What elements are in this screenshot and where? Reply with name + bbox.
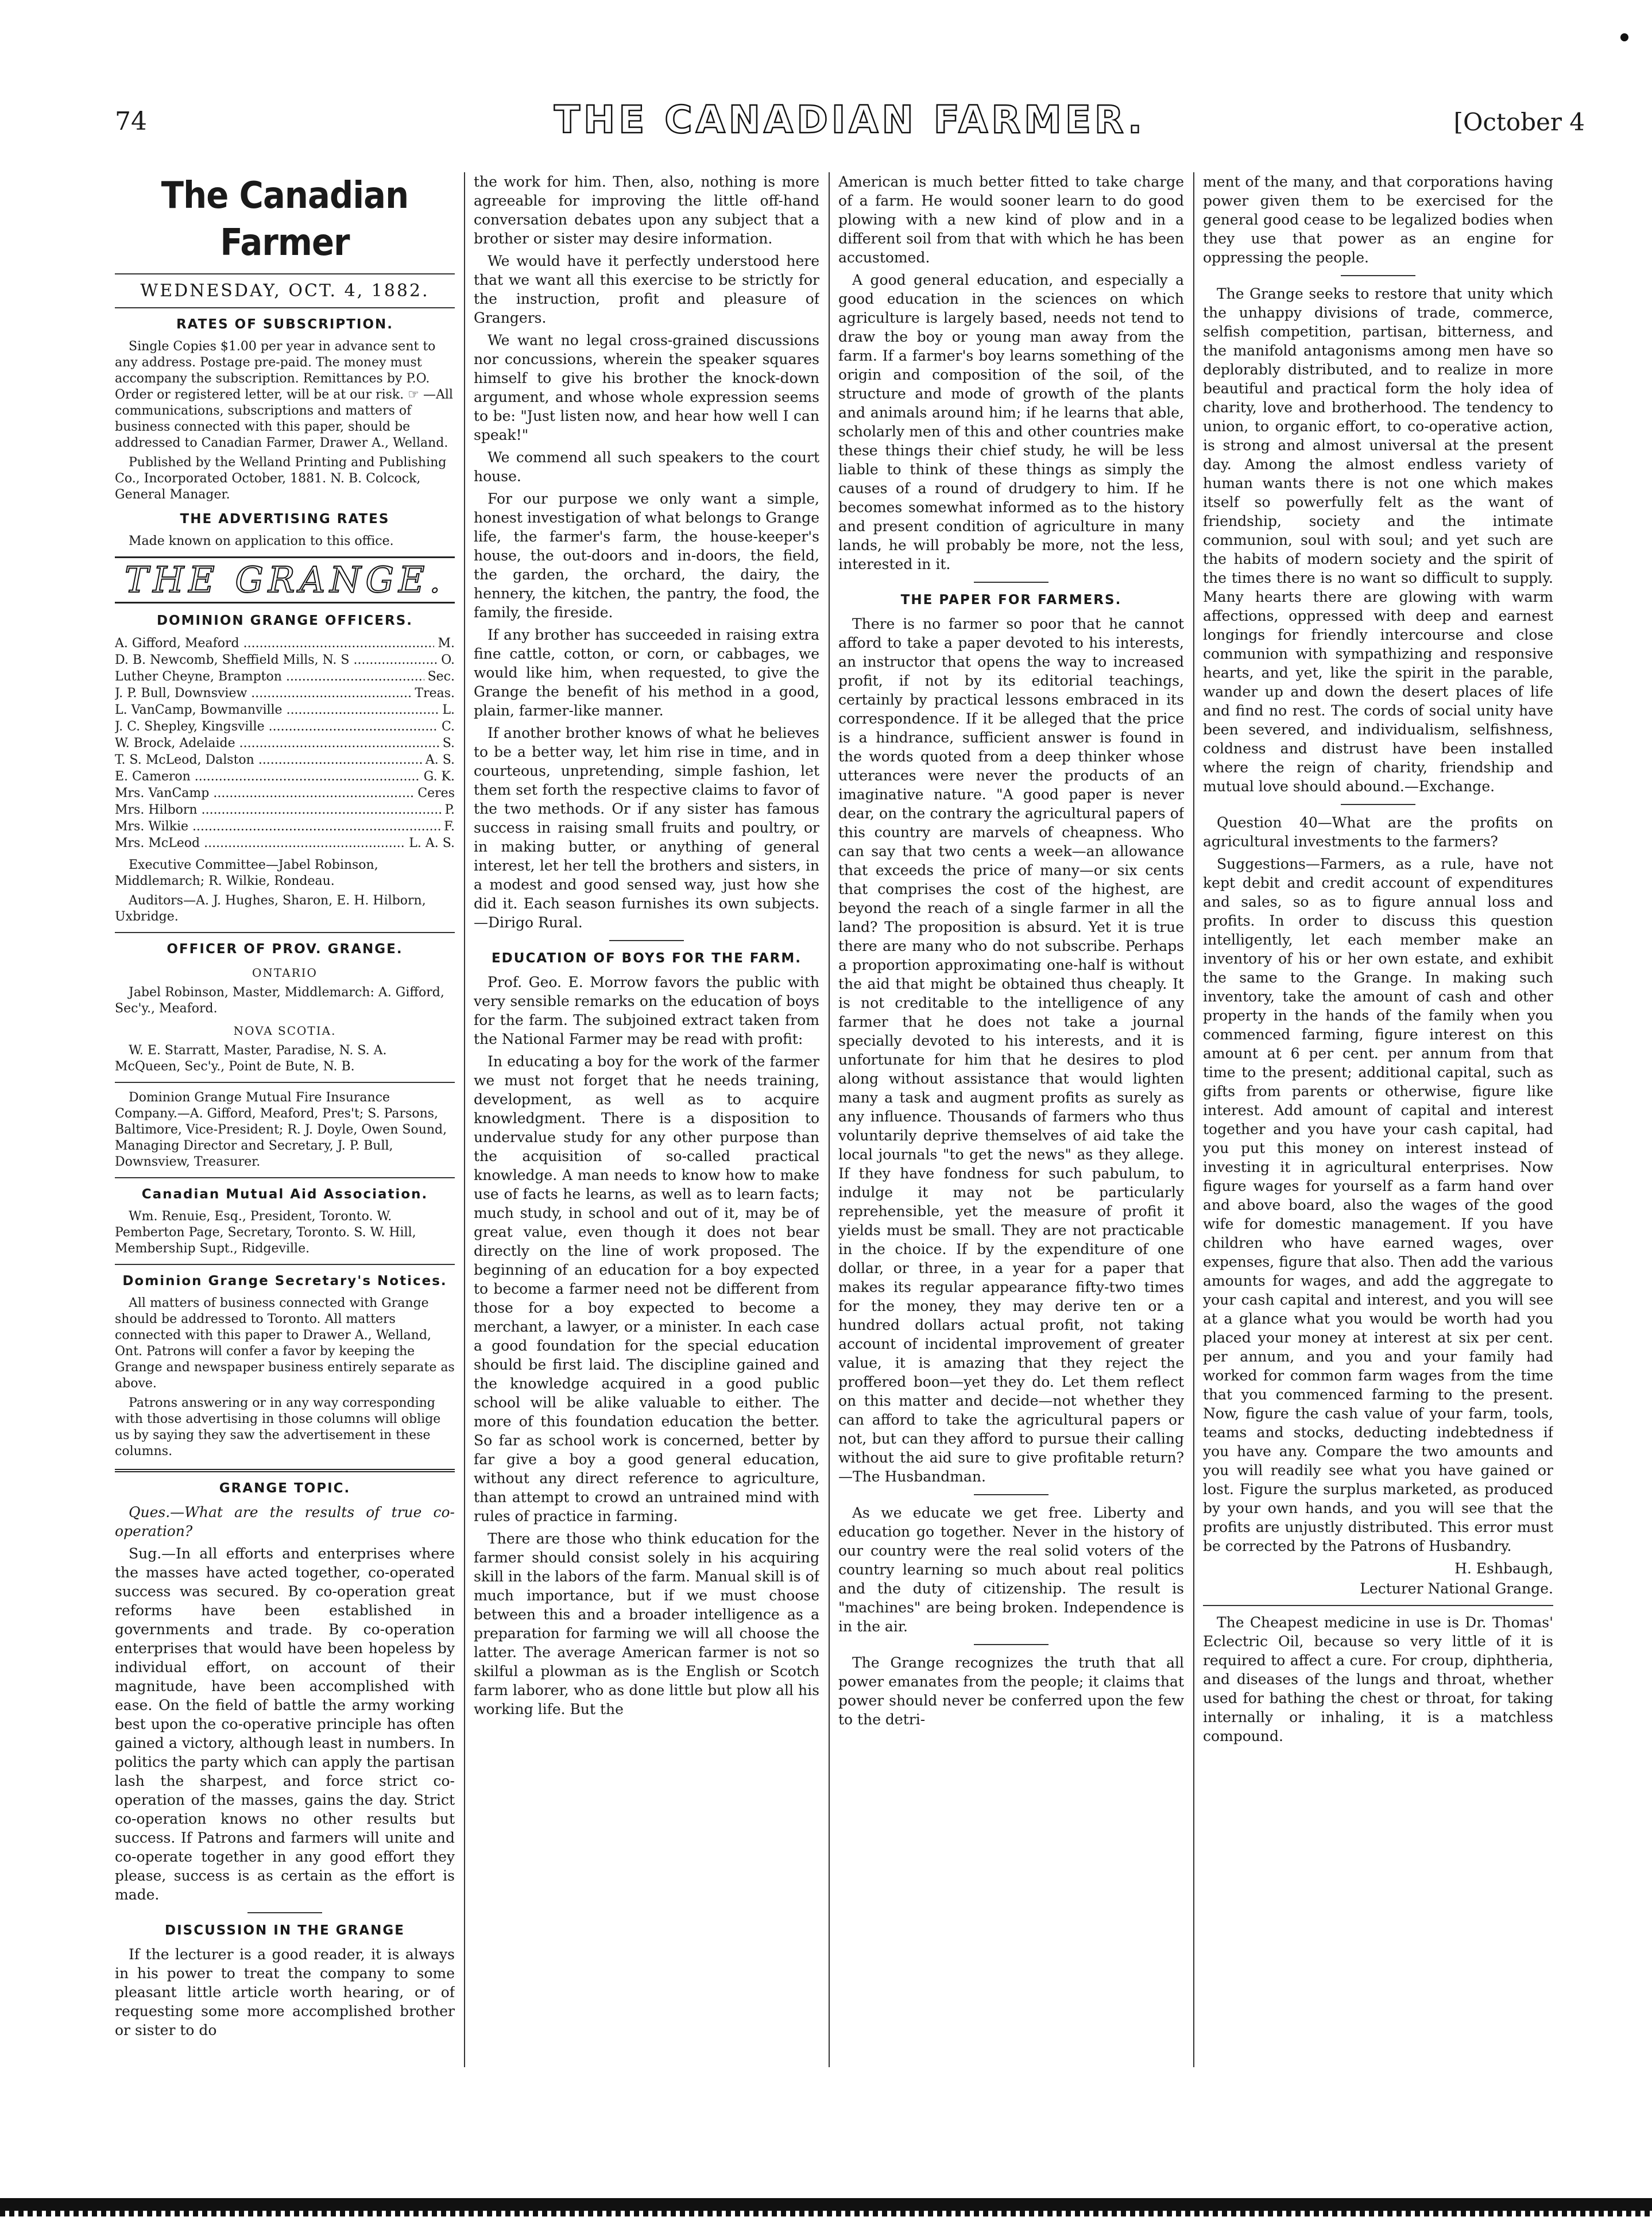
- publisher-text: Published by the Welland Printing and Publishing Co., Incorporated October, 1881. N. B. Colcock, General Manager.: [115, 455, 447, 502]
- officer-title: P.: [444, 803, 455, 817]
- officer-title: F.: [444, 819, 455, 834]
- officer-name: L. VanCamp, Bowmanville .....: [115, 702, 439, 718]
- page-number: 74: [115, 107, 147, 136]
- divider: [115, 1264, 455, 1265]
- column-2: [474, 172, 819, 2067]
- officer-title: O.: [441, 653, 455, 667]
- grange-banner: THE GRANGE.: [115, 556, 455, 604]
- divider: [974, 1644, 1049, 1645]
- column-rule: [464, 172, 465, 2067]
- secretary-notice-1: All matters of business connected with Grange should be addressed to Toronto. All matters connected with this paper to Drawer A., Welland, Ont. Patrons will confer a favor by keeping the Grange and newspaper business entirely separate as above.: [115, 1296, 455, 1391]
- officer-row: [115, 802, 455, 818]
- officer-row: [115, 635, 455, 652]
- article-paragraph: There are those who think education for the farmer should consist solely in his acquiring skill in the labors of the farm. Manual skill is of much importance, but if we must choose between this and a broader intelligence as a preparation for farming we will all choose the latter. The average American farmer is not so skilful a plowman as is the English or Scotch farm laborer, who as done little but plow all his working life. But the: [474, 1530, 819, 1717]
- executive-text: Executive Committee—Jabel Robinson, Middlemarch; R. Wilkie, Rondeau.: [115, 858, 378, 888]
- officer-title: M.: [438, 636, 455, 651]
- topic-answer: Sug.—In all efforts and enterprises where the masses have acted together, co-operated success was secured. By co-operation great reforms have been established in governments and trade. By co-operation enterprises that would have been hopeless by individual effort, on account of their magnitude, have been accomplished with ease. On the field of battle the army working best upon the co-operative principle has often gained a victory, although least in numbers. In politics the party which can apply the partisan lash the sharpest, and force strict co-operation of the masses, gains the day. Strict co-operation knows no other results but success. If Patrons and farmers will unite and co-operate together in any good effort they please, success is as certain as the effort is made.: [115, 1545, 455, 1903]
- mutual-aid-text: Wm. Renuie, Esq., President, Toronto. W. Pemberton Page, Secretary, Toronto. S. W. Hill, Membership Supt., Ridgeville.: [115, 1209, 416, 1256]
- article-paragraph: Prof. Geo. E. Morrow favors the public with very sensible remarks on the education of boys for the farm. The subjoined extract taken from the National Farmer may be read with profit:: [474, 974, 819, 1047]
- auditors-text: Auditors—A. J. Hughes, Sharon, E. H. Hilborn, Uxbridge.: [115, 893, 426, 924]
- masthead: THE CANADIAN FARMER.: [554, 98, 1146, 142]
- divider: [115, 1082, 455, 1083]
- officer-name: Mrs. Hilborn .....: [115, 802, 442, 818]
- officer-row: [115, 685, 455, 702]
- officer-title: S.: [442, 736, 455, 751]
- provincial-officers-heading: OFFICER OF PROV. GRANGE.: [167, 942, 403, 957]
- article-paragraph: We commend all such speakers to the court house.: [474, 449, 819, 485]
- discussion-heading: DISCUSSION IN THE GRANGE: [165, 1923, 405, 1938]
- page-header: [115, 98, 1585, 150]
- officer-row: [115, 668, 455, 685]
- question-40: Question 40—What are the profits on agricultural investments to the farmers?: [1203, 814, 1553, 850]
- divider: [115, 1177, 455, 1178]
- officer-row: [115, 752, 455, 768]
- column-1: [115, 172, 455, 2067]
- officer-name: E. Cameron .....: [115, 768, 420, 785]
- article-paragraph: A good general education, and especially a good education in the sciences on which agriculture is largely based, needs not tend to draw the boy or young man away from the farm. If a farmer's boy learns something of the origin and composition of the soil, of the structure and mode of growth of the plants and animals around him; if he learns that able, scholarly men of this and other countries make these things their chief study, he will be less liable to think of these things as simply the causes of a round of drudgery to him. If he becomes somewhat informed as to the history and present condition of agriculture in many lands, he will probably be more, not the less, interested in it.: [838, 272, 1184, 572]
- signature-title: Lecturer National Grange.: [1360, 1580, 1553, 1597]
- officer-title: Ceres: [417, 786, 455, 800]
- rates-heading: RATES OF SUBSCRIPTION.: [176, 317, 394, 332]
- mutual-aid-heading: Canadian Mutual Aid Association.: [141, 1187, 428, 1202]
- insurance-text: Dominion Grange Mutual Fire Insurance Company.—A. Gifford, Meaford, Pres't; S. Parsons, Baltimore, Vice-President; R. J. Doyle, Owen Sound, Managing Director and Secretary, J. P. Bull, Downsview, Treasurer.: [115, 1090, 447, 1169]
- officer-row: [115, 785, 455, 802]
- column-3: [838, 172, 1184, 2067]
- header-date: [October 4: [1453, 108, 1585, 136]
- rates-text: Single Copies $1.00 per year in advance sent to any address. Postage pre-paid. The money must accompany the subscription. Remittances by P.O. Order or registered letter, will be at our risk. ☞ —All communications, subscriptions and matters of business connected with this paper, should be addressed to Canadian Farmer, Drawer A., Welland.: [115, 339, 453, 450]
- advertising-heading: THE ADVERTISING RATES: [180, 512, 390, 527]
- ontario-text: Jabel Robinson, Master, Middlemarch: A. Gifford, Sec'y., Meaford.: [115, 985, 444, 1016]
- column-rule: [829, 172, 830, 2067]
- topic-question: Ques.—What are the results of true co-operation?: [115, 1504, 455, 1539]
- ink-spot: [1619, 32, 1630, 42]
- article-paragraph: We would have it perfectly understood here that we want all this exercise to be strictly for the instruction, profit and pleasure of Grangers.: [474, 253, 819, 326]
- article-paragraph: ment of the many, and that corporations having power given them to be exercised for the general good cease to be legalized bodies when they use that power as an engine for oppressing the people.: [1203, 173, 1553, 266]
- ontario-heading: ONTARIO: [252, 966, 318, 980]
- officer-row: [115, 835, 455, 852]
- article-paragraph: the work for him. Then, also, nothing is more agreeable for improving the little off-hand conversation debates upon any subject that a brother or sister may desire information.: [474, 173, 819, 247]
- officer-name: J. C. Shepley, Kingsville .....: [115, 718, 438, 735]
- article-paragraph: For our purpose we only want a simple, honest investigation of what belongs to Grange life, the farmer's farm, the house-keeper's house, the out-doors and in-doors, the field, the garden, the orchard, the dairy, the hennery, the kitchen, the pantry, the food, the family, the fireside.: [474, 490, 819, 621]
- article-paragraph: The Grange seeks to restore that unity which the unhappy divisions of trade, commerce, selfish competition, partisan, bitterness, and the manifold antagonisms among men have so deplorably distributed, and to realize in more beautiful and practical form the holy idea of charity, love and brotherhood. The tendency to union, to organic effort, to co-operative action, is strong and almost universal at the present day. Among the almost endless variety of human wants there is not one which makes itself so powerfully felt as the want of friendship, society and the intimate communion, soul with soul; and yet such are the habits of modern society and the spirit of the times there is no want so difficult to supply. Many hearts there are glowing with warm affections, oppressed with deep and earnest longings for friendly intercourse and close communion with sympathizing and responsive hearts, and yet, like the spirit in the parable, wander up and down the desert places of life and find no rest. The cords of social unity have been severed, and individualism, selfishness, coldness and distrust have been installed where the reign of charity, friendship and mutual love should abound.—Exchange.: [1203, 285, 1553, 795]
- officer-name: W. Brock, Adelaide .....: [115, 735, 439, 752]
- article-paragraph: If any brother has succeeded in raising extra fine cattle, cotton, or corn, or cabbages, we would like him, when requested, to give the Grange the benefit of his method in a good, plain, farmer-like manner.: [474, 626, 819, 719]
- divider: [974, 1494, 1049, 1495]
- education-heading: EDUCATION OF BOYS FOR THE FARM.: [491, 951, 802, 966]
- signature-name: H. Eshbaugh,: [1454, 1560, 1553, 1577]
- dateline: WEDNESDAY, OCT. 4, 1882.: [140, 281, 430, 301]
- officer-name: Mrs. Wilkie .....: [115, 818, 440, 835]
- article-paragraph: There is no farmer so poor that he cannot afford to take a paper devoted to his interests, an instructor that opens the way to increased profit, if not by its editorial teachings, certainly by practical lessons embraced in its correspondence. If it be alleged that the price is a hindrance, sufficient answer is found in the words quoted from a deep thinker whose utterances were never the products of an imaginative nature. "A good paper is never dear, on the contrary the agricultural papers of this country are marvels of cheapness. Who can say that two cents a week—an allowance that exceeds the price of many—or six cents that comprises the cost of the highest, are beyond the reach of a single farmer in all the land? The proposition is absurd. Yet it is true there are many who do not subscribe. Perhaps a proportion approximating one-half is without the aid that might be obtained thus cheaply. It is not creditable to the intelligence of any farmer that he does not take a journal specially devoted to his interests, and it is unfortunate for him that he desires to plod along without assistance that would lighten many a task and augment profits as surely as any influence. Thousands of farmers who thus voluntarily deprive themselves of aid take the local journals "to get the news" as they allege. If they have fondness for such pabulum, to indulge it may not be particularly reprehensible, yet the measure of profit it yields must be small. They are not practicable in the choice. If by the expenditure of one dollar, or three, in a year for a paper that makes its regular appearance fifty-two times for the money, they may derive ten or a hundred dollars actual profit, not taking account of incidental improvement of greater value, it is amazing that they reject the proffered boon—yet they do. Let them reflect on this matter and decide—not whether they can afford to take the agricultural papers or not, but can they afford to pursue their calling without the aid sure to give profitable return?—The Husbandman.: [838, 616, 1184, 1485]
- divider: [115, 307, 455, 308]
- divider: [1341, 275, 1415, 276]
- advertisement: The Cheapest medicine in use is Dr. Thomas' Eclectric Oil, because so very little of it is required to affect a cure. For croup, diphtheria, and diseases of the lungs and throat, whether used for bathing the chest or throat, for taking internally or inhaling, it is a matchless compound.: [1203, 1614, 1553, 1744]
- officer-name: A. Gifford, Meaford .....: [115, 635, 434, 652]
- divider: [1203, 1605, 1553, 1606]
- officer-name: D. B. Newcomb, Sheffield Mills, N. S .....: [115, 652, 438, 668]
- officer-name: T. S. McLeod, Dalston .....: [115, 752, 422, 768]
- article-paragraph: Suggestions—Farmers, as a rule, have not kept debit and credit account of expenditures and sales, so as to figure annual loss and profits. In order to discuss this question intelligently, let each member make an inventory of his or her own estate, and exhibit the same to the Grange. In making such inventory, take the amount of cash and other property in the hands of the family when you commenced farming, figure interest on this amount at 6 per cent. per annum from that time to the present; additional capital, such as gifts from parents or otherwise, figure like interest. Add amount of capital and interest together and you have your cash capital, had you put this money on interest instead of investing it in agricultural enterprises. Now figure wages for yourself as a farm hand over and above board, also the wages of the good wife for domestic management. If you have children who have earned wages, over expenses, figure that also. Then add the various amounts for wages, and add the aggregate to your cash capital and interest, and you will see at a glance what you would be worth had you placed your money at interest at six per cent. per annum, and you and your family had worked for common farm wages from the time that you commenced farming to the present. Now, figure the cash value of your farm, tools, teams and stocks, deducting indebtedness if you have any. Compare the two amounts and you will readily see what you have gained or lost. Figure the surplus marketed, as produced by your own hands, and you will see that the profits are unjustly distributed. This error must be corrected by the Patrons of Husbandry.: [1203, 856, 1553, 1554]
- grange-topic-heading: GRANGE TOPIC.: [219, 1481, 351, 1496]
- officer-row: [115, 818, 455, 835]
- article-paragraph: If another brother knows of what he believes to be a better way, let him rise in time, and in courteous, unpretending, simple fashion, let them set forth the respective claims to favor of the two methods. Or if any sister has famous success in raising small fruits and poultry, or in making butter, or anything of general interest, let her tell the brothers and sisters, in a modest and good sensed way, just how she did it. Each season furnishes its own subjects.—Dirigo Rural.: [474, 725, 819, 931]
- article-paragraph: In educating a boy for the work of the farmer we must not forget that he needs training, development, as well as to acquire knowledgment. There is a disposition to undervalue study for any other purpose than the acquisition of so-called practical knowledge. A man needs to know how to make use of facts he learns, as well as to learn facts; much study, in school and out of it, may be of great value, even though it does not bear directly on the line of work proposed. The beginning of an education for a boy expected to become a farmer need not be different from those for a boy expected to become a merchant, a lawyer, or a minister. In each case a good foundation for the special education should be first laid. The discipline gained and the knowledge acquired in a good public school will be alike valuable to either. The more of this foundation education the better. So far as school work is concerned, better by far give a boy a good general education, without any direct reference to agriculture, than attempt to crowd an untrained mind with rules of practice in farming.: [474, 1053, 819, 1525]
- column-4: [1203, 172, 1553, 2067]
- officer-title: L.: [442, 703, 455, 717]
- double-divider: [115, 1469, 455, 1472]
- column-rule: [1193, 172, 1194, 2067]
- officer-title: C.: [441, 719, 455, 734]
- officer-row: [115, 652, 455, 668]
- nova-scotia-heading: NOVA SCOTIA.: [233, 1024, 336, 1038]
- footer-rule: [0, 2198, 1652, 2211]
- officer-name: Luther Cheyne, Brampton .....: [115, 668, 424, 685]
- secretary-notices-heading: Dominion Grange Secretary's Notices.: [122, 1274, 447, 1289]
- nova-scotia-text: W. E. Starratt, Master, Paradise, N. S. A. McQueen, Sec'y., Point de Bute, N. B.: [115, 1043, 387, 1074]
- secretary-notice-2: Patrons answering or in any way corresponding with those advertising in those columns will oblige us by saying they saw the advertisement in these columns.: [115, 1396, 441, 1459]
- article-paragraph: The Grange recognizes the truth that all power emanates from the people; it claims that power should never be conferred upon the few to the detri-: [838, 1654, 1184, 1728]
- officer-title: G. K.: [423, 769, 455, 784]
- officer-title: A. S.: [425, 753, 455, 767]
- officer-title: L. A. S.: [409, 836, 455, 850]
- advertising-text: Made known on application to this office.: [129, 534, 394, 548]
- article-paragraph: American is much better fitted to take charge of a farm. He would sooner learn to do good plowing with a new kind of plow and in a different soil from that with which he has been accustomed.: [838, 173, 1184, 266]
- divider: [1341, 804, 1415, 805]
- divider: [609, 940, 684, 941]
- discussion-text: If the lecturer is a good reader, it is always in his power to treat the company to some pleasant little article worth hearing, or of requesting some more accomplished brother or sister to do: [115, 1946, 455, 2038]
- paper-for-farmers-heading: THE PAPER FOR FARMERS.: [900, 593, 1122, 608]
- article-paragraph: We want no legal cross-grained discussions nor concussions, wherein the speaker squares himself to give his brother the knock-down argument, and whose whole expression seems to be: "Just listen now, and hear how well I can speak!": [474, 332, 819, 443]
- officer-title: Treas.: [415, 686, 455, 701]
- officer-row: [115, 702, 455, 718]
- officers-list: [115, 635, 455, 852]
- dominion-officers-heading: DOMINION GRANGE OFFICERS.: [156, 613, 413, 628]
- officer-name: Mrs. VanCamp .....: [115, 785, 414, 802]
- paper-title: The Canadian Farmer: [161, 175, 409, 264]
- divider: [115, 932, 455, 933]
- divider: [974, 582, 1049, 583]
- article-paragraph: As we educate we get free. Liberty and education go together. Never in the history of our country were the real solid voters of the country learning so much about real politics and the duty of citizenship. The result is "machines" are being broken. Independence is in the air.: [838, 1504, 1184, 1635]
- officer-row: [115, 768, 455, 785]
- officer-row: [115, 735, 455, 752]
- officer-name: J. P. Bull, Downsview .....: [115, 685, 411, 702]
- officer-name: Mrs. McLeod .....: [115, 835, 405, 852]
- officer-title: Sec.: [427, 670, 455, 684]
- divider: [115, 273, 455, 274]
- officer-row: [115, 718, 455, 735]
- divider: [247, 1912, 322, 1913]
